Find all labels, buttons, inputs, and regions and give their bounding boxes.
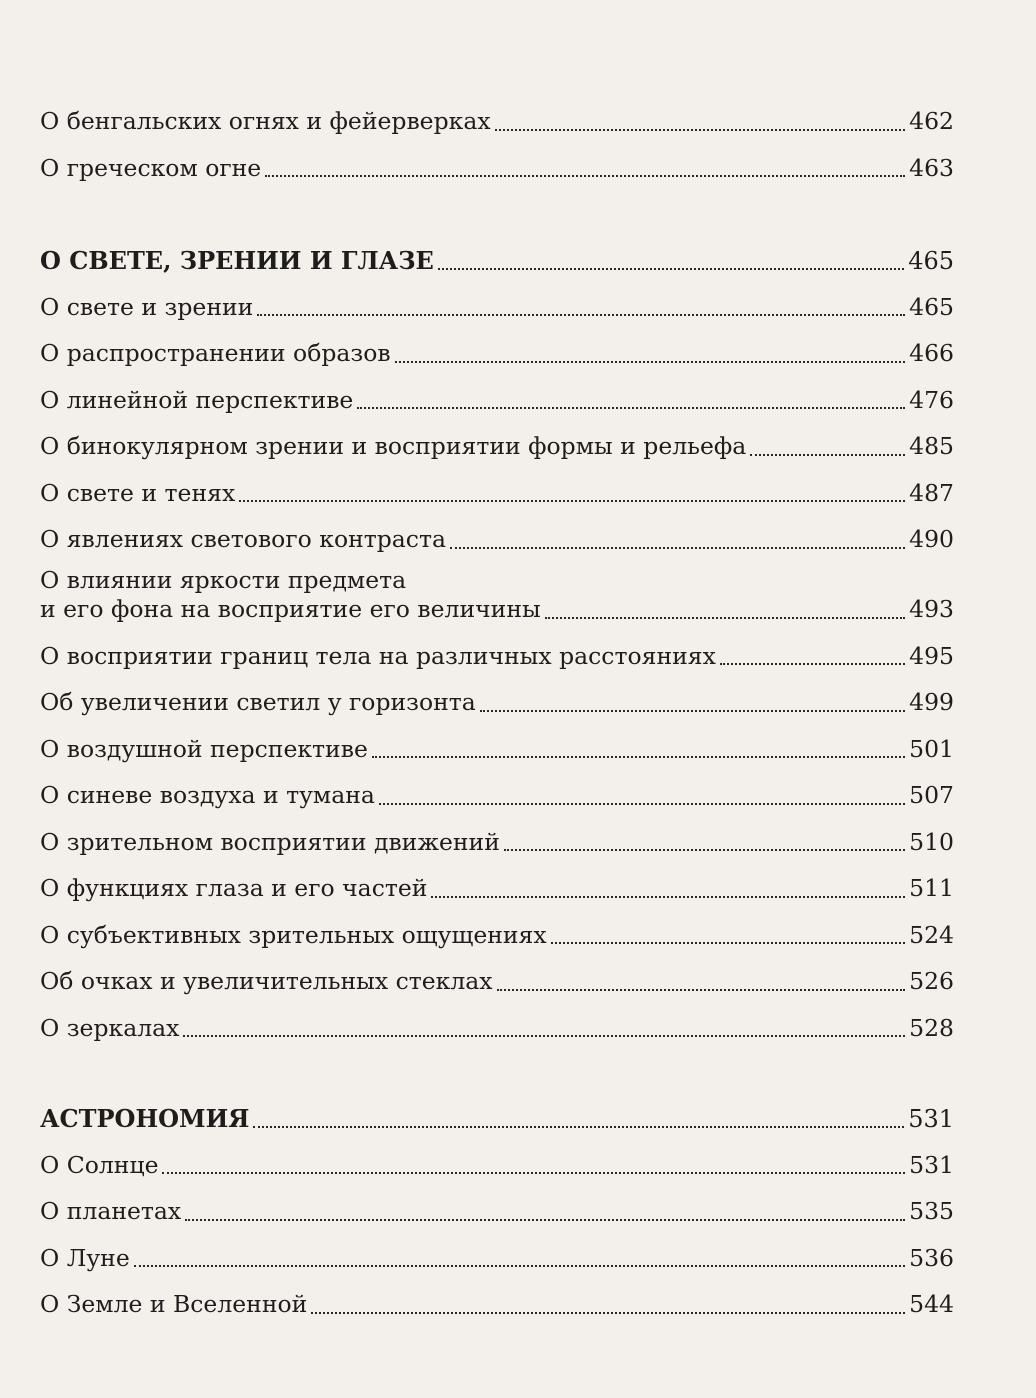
toc-entry-page: 463	[909, 153, 954, 182]
toc-entry-title: О греческом огне	[40, 153, 262, 182]
toc-entry-title: О планетах	[40, 1197, 182, 1226]
toc-entry-page: 476	[909, 385, 954, 414]
dot-leader	[495, 129, 906, 131]
toc-entry-title-line: О влиянии яркости предмета	[40, 565, 407, 594]
toc-entry-title: О бенгальских огнях и фейерверках	[40, 107, 491, 136]
section-heading-page: 465	[908, 246, 954, 275]
dot-leader	[480, 710, 905, 712]
toc-entry-page: 485	[909, 432, 954, 461]
toc-entry-title: О распространении образов	[40, 339, 391, 368]
section-spacer	[40, 183, 954, 229]
toc-entry-page: 490	[909, 525, 954, 554]
toc-entry-title-line: и его фона на восприятие его величины	[40, 595, 541, 624]
dot-leader	[183, 1035, 905, 1037]
toc-entry	[40, 462, 954, 509]
toc-entry-title: Об очках и увеличительных стеклах	[40, 967, 493, 996]
dot-leader	[257, 314, 905, 316]
toc-entry-title: О синеве воздуха и тумана	[40, 781, 375, 810]
toc-entry-title: О воздушной перспективе	[40, 734, 368, 763]
toc-entry-title: О субъективных зрительных ощущениях	[40, 920, 547, 949]
toc-entry	[40, 555, 954, 625]
toc-entry-page: 544	[909, 1290, 954, 1319]
toc-entry	[40, 1273, 954, 1320]
toc-entry	[40, 904, 954, 951]
toc-entry	[40, 276, 954, 323]
toc-entry	[40, 625, 954, 672]
toc-entry-page: 510	[909, 827, 954, 856]
dot-leader	[545, 617, 905, 619]
toc-entry-page: 531	[909, 1150, 954, 1179]
toc-entry-title: О явлениях светового контраста	[40, 525, 446, 554]
toc-entry	[40, 718, 954, 765]
dot-leader	[379, 803, 905, 805]
section-heading-title: О СВЕТЕ, ЗРЕНИИ И ГЛАЗЕ	[40, 245, 434, 275]
toc-entry-title: О бинокулярном зрении и восприятии формы и рельефа	[40, 432, 747, 461]
toc-entry-title: Об увеличении светил у горизонта	[40, 688, 476, 717]
dot-leader	[720, 663, 905, 665]
dot-leader	[185, 1219, 905, 1221]
dot-leader	[431, 896, 905, 898]
toc-entry-page: 487	[909, 478, 954, 507]
toc-entry	[40, 369, 954, 416]
toc-entry	[40, 1134, 954, 1181]
toc-entry	[40, 322, 954, 369]
toc-entry-title: О Земле и Вселенной	[40, 1290, 308, 1319]
toc-entry-page: 495	[909, 641, 954, 670]
toc-entry	[40, 671, 954, 718]
dot-leader	[438, 268, 904, 270]
dot-leader	[253, 1126, 904, 1128]
section-heading-page: 531	[908, 1104, 954, 1133]
table-of-contents	[40, 90, 954, 1320]
toc-entry-page: 466	[909, 339, 954, 368]
section-heading-title: АСТРОНОМИЯ	[40, 1103, 250, 1133]
dot-leader	[311, 1312, 905, 1314]
toc-entry-title: О восприятии границ тела на различных расстояниях	[40, 641, 716, 670]
toc-entry-page: 511	[909, 874, 954, 903]
dot-leader	[450, 547, 905, 549]
toc-entry-page: 499	[909, 688, 954, 717]
toc-entry	[40, 90, 954, 137]
toc-entry-title: О Луне	[40, 1243, 130, 1272]
dot-leader	[750, 454, 905, 456]
dot-leader	[372, 756, 905, 758]
section-heading-astronomy	[40, 1087, 954, 1134]
toc-entry	[40, 1227, 954, 1274]
toc-entry-title	[40, 566, 541, 625]
toc-entry-title: О свете и тенях	[40, 478, 236, 507]
toc-entry-title: О линейной перспективе	[40, 385, 354, 414]
dot-leader	[551, 942, 906, 944]
toc-entry-page: 493	[909, 595, 954, 624]
toc-entry-title: О зеркалах	[40, 1013, 180, 1042]
toc-entry-title: О функциях глаза и его частей	[40, 874, 428, 903]
toc-entry-page: 536	[909, 1243, 954, 1272]
toc-entry-page: 462	[909, 107, 954, 136]
toc-entry-title: О свете и зрении	[40, 292, 254, 321]
toc-entry	[40, 857, 954, 904]
toc-entry-page: 526	[909, 967, 954, 996]
toc-entry	[40, 137, 954, 184]
toc-entry-page: 501	[909, 734, 954, 763]
toc-entry	[40, 764, 954, 811]
section-heading-light	[40, 229, 954, 276]
dot-leader	[134, 1265, 905, 1267]
dot-leader	[357, 407, 905, 409]
toc-entry-page: 507	[909, 781, 954, 810]
toc-entry	[40, 811, 954, 858]
dot-leader	[497, 989, 906, 991]
toc-entry-title: О Солнце	[40, 1150, 159, 1179]
dot-leader	[265, 175, 905, 177]
toc-entry	[40, 415, 954, 462]
toc-entry-page: 465	[909, 292, 954, 321]
dot-leader	[239, 500, 905, 502]
toc-entry-page: 528	[909, 1013, 954, 1042]
toc-entry	[40, 1180, 954, 1227]
toc-entry-page: 535	[909, 1197, 954, 1226]
toc-entry-page: 524	[909, 920, 954, 949]
dot-leader	[504, 849, 905, 851]
toc-entry-title: О зрительном восприятии движений	[40, 827, 500, 856]
dot-leader	[395, 361, 906, 363]
toc-entry	[40, 950, 954, 997]
section-spacer	[40, 1043, 954, 1087]
dot-leader	[162, 1172, 905, 1174]
toc-entry	[40, 997, 954, 1044]
toc-entry	[40, 508, 954, 555]
